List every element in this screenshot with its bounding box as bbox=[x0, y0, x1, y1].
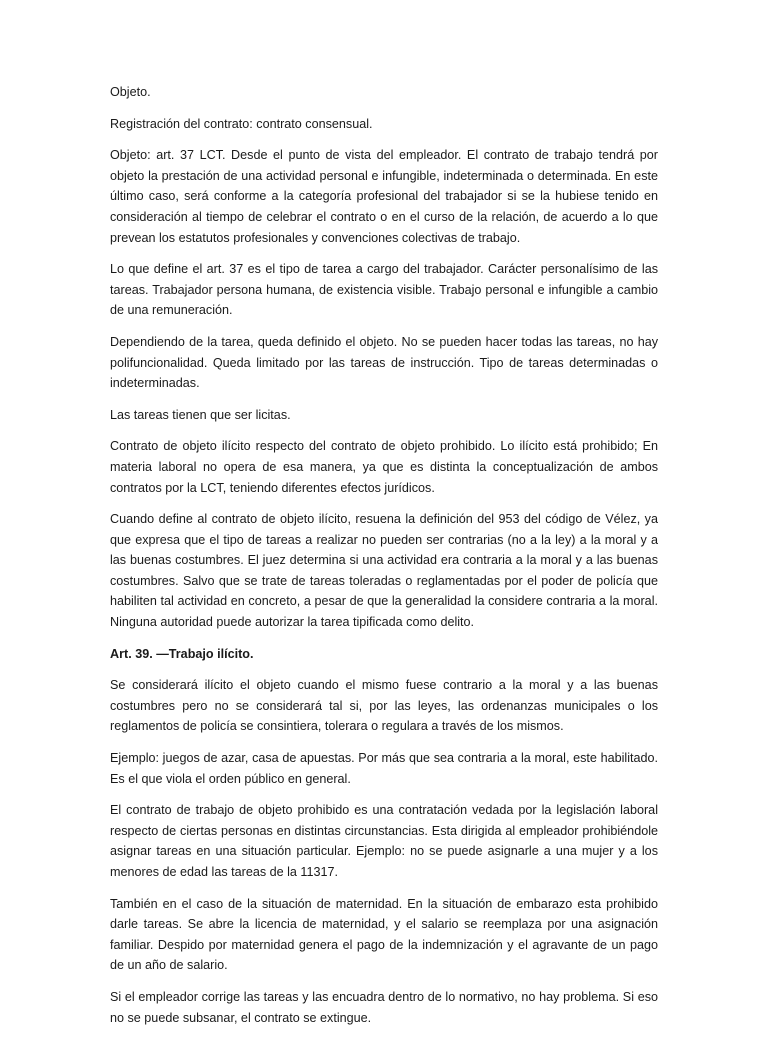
paragraph-registracion: Registración del contrato: contrato consensual. bbox=[110, 116, 373, 131]
paragraph-ejemplo: Ejemplo: juegos de azar, casa de apuestas. Por más que sea contraria a la moral, este habilitado. Es el que viola el orden público en general. bbox=[110, 751, 658, 786]
paragraph-define-art37: Lo que define el art. 37 es el tipo de tarea a cargo del trabajador. Carácter personalísimo de las tareas. Trabajador persona humana, de existencia visible. Trabajo personal e infungible a cambio de una remuneración. bbox=[110, 262, 658, 318]
paragraph-empleador-corrige: Si el empleador corrige las tareas y las encuadra dentro de lo normativo, no hay problema. Si eso no se puede subsanar, el contrato se extingue. bbox=[110, 989, 658, 1025]
paragraph-maternidad: También en el caso de la situación de maternidad. En la situación de embarazo esta prohibido darle tareas. Se abre la licencia de maternidad, y el salario se reemplaza por una asignación familiar. Despido por maternidad genera el pago de la indemnización y el agravante de un pago de un año de salario. bbox=[110, 896, 658, 973]
paragraph-dependiendo: Dependiendo de la tarea, queda definido el objeto. No se pueden hacer todas las tareas, no hay polifuncionalidad. Queda limitado por las tareas de instrucción. Tipo de tareas determinadas o indeterminadas. bbox=[110, 334, 658, 391]
paragraph-art37: Objeto: art. 37 LCT. Desde el punto de vista del empleador. El contrato de trabajo tendrá por objeto la prestación de una actividad personal e infungible, indeterminada o determinada. En este último caso, será conforme a la categoría profesional del trabajador si se la hubiese tenido en consideración al tiempo de celebrar el contrato o en el curso de la relación, de acuerdo a lo que prevean los estatutos profesionales y convenciones colectivas de trabajo. bbox=[110, 148, 658, 245]
paragraph-art39-text: Se considerará ilícito el objeto cuando el mismo fuese contrario a la moral y a las buenas costumbres pero no se considerará tal si, por las leyes, las ordenanzas municipales o los reglamentos de policía se consintiera, tolerara o regulara a través de los mismos. bbox=[110, 678, 658, 734]
section-heading-art39: Art. 39. —Trabajo ilícito. bbox=[110, 646, 254, 661]
paragraph-objeto-ilicito: Contrato de objeto ilícito respecto del contrato de objeto prohibido. Lo ilícito está prohibido; En materia laboral no opera de esa manera, ya que es distinta la conceptualización de ambos contratos por la LCT, teniendo diferentes efectos jurídicos. bbox=[110, 439, 658, 495]
paragraph-objeto: Objeto. bbox=[110, 85, 151, 99]
paragraph-objeto-prohibido: El contrato de trabajo de objeto prohibido es una contratación vedada por la legislación laboral respecto de ciertas personas en distintas circunstancias. Esta dirigida al empleador prohibiéndole asignar tareas en una situación particular. Ejemplo: no se puede asignarle a una mujer y a los menores de edad las tareas de la 11317. bbox=[110, 803, 658, 879]
paragraph-velez: Cuando define al contrato de objeto ilícito, resuena la definición del 953 del código de Vélez, ya que expresa que el tipo de tareas a realizar no pueden ser contrarias (no a la ley) a la moral y a las buenas costumbres. El juez determina si una actividad era contraria a la moral y a las buenas costumbres. Salvo que se trate de tareas toleradas o reglamentadas por el poder de policía que habiliten tal actividad en concreto, a pesar de que la generalidad la considere contraria a la moral. Ninguna autoridad puede autorizar la tarea tipificada como delito. bbox=[110, 512, 658, 630]
document-page bbox=[110, 82, 658, 1039]
paragraph-tareas-licitas: Las tareas tienen que ser licitas. bbox=[110, 407, 291, 422]
